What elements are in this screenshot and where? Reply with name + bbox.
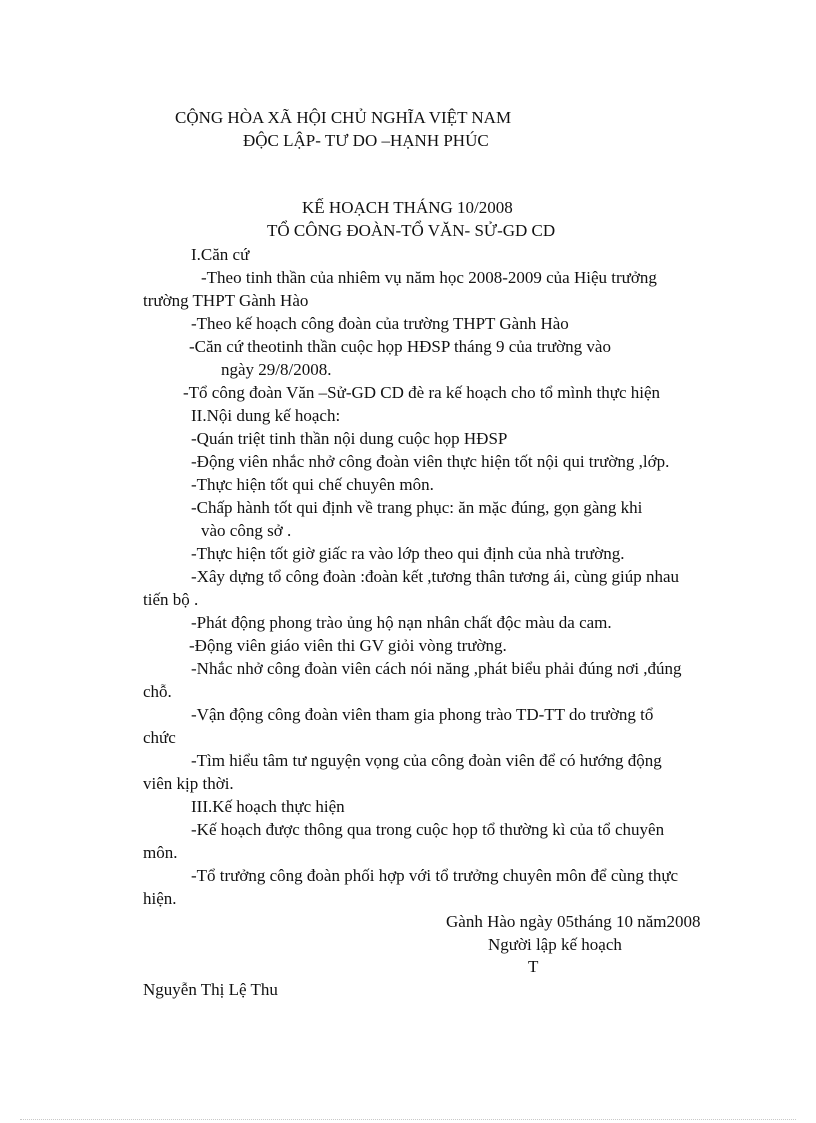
page-bottom-divider <box>20 1119 796 1120</box>
section1-heading: I.Căn cứ <box>191 245 250 264</box>
section2-item: -Động viên nhắc nhở công đoàn viên thực hiện tốt nội qui trường ,lớp. <box>191 452 670 471</box>
section3-item: hiện. <box>143 889 177 908</box>
place-date: Gành Hào ngày 05tháng 10 năm2008 <box>446 912 701 931</box>
plan-title: KẾ HOẠCH THÁNG 10/2008 <box>302 198 513 217</box>
signer-role: Người lập kế hoạch <box>488 935 622 954</box>
section1-line: ngày 29/8/2008. <box>221 360 332 379</box>
section2-item: vào công sở . <box>201 521 292 540</box>
signer-name: Nguyễn Thị Lệ Thu <box>143 980 278 999</box>
section2-item: -Xây dựng tổ công đoàn :đoàn kết ,tương thân tương ái, cùng giúp nhau <box>191 567 680 586</box>
section2-item: -Chấp hành tốt qui định về trang phục: ăn mặc đúng, gọn gàng khi <box>191 498 643 517</box>
section3-item: môn. <box>143 843 178 862</box>
section3-heading: III.Kế hoạch thực hiện <box>191 797 345 816</box>
section2-item: -Thực hiện tốt giờ giấc ra vào lớp theo qui định của nhà trường. <box>191 544 625 563</box>
section2-heading: II.Nội dung kế hoạch: <box>191 406 341 425</box>
motto-heading: ĐỘC LẬP- TƯ DO –HẠNH PHÚC <box>243 131 489 150</box>
section2-item: -Động viên giáo viên thi GV giỏi vòng trường. <box>189 636 507 655</box>
section2-item: -Nhắc nhở công đoàn viên cách nói năng ,phát biểu phải đúng nơi ,đúng <box>191 659 682 678</box>
section2-item: -Thực hiện tốt qui chế chuyên môn. <box>191 475 434 494</box>
republic-heading: CỘNG HÒA XÃ HỘI CHỦ NGHĨA VIỆT NAM <box>175 108 512 127</box>
section2-item: chức <box>143 728 176 747</box>
section2-item: -Phát động phong trào ủng hộ nạn nhân chất độc màu da cam. <box>191 613 612 632</box>
section2-item: -Tìm hiểu tâm tư nguyện vọng của công đoàn viên để có hướng động <box>191 751 662 770</box>
section1-line: -Căn cứ theotinh thần cuộc họp HĐSP tháng 9 của trường vào <box>189 337 611 356</box>
section3-item: -Kế hoạch được thông qua trong cuộc họp tổ thường kì của tổ chuyên <box>191 820 665 839</box>
section2-item: tiến bộ . <box>143 590 199 609</box>
plan-subtitle: TỔ CÔNG ĐOÀN-TỔ VĂN- SỬ-GD CD <box>267 221 556 240</box>
section2-item: viên kịp thời. <box>143 774 234 793</box>
section2-item: chỗ. <box>143 682 172 701</box>
section2-item: -Vận động công đoàn viên tham gia phong trào TD-TT do trường tổ <box>191 705 654 724</box>
section1-line: trường THPT Gành Hào <box>143 291 309 310</box>
section2-item: -Quán triệt tinh thần nội dung cuộc họp HĐSP <box>191 429 508 448</box>
signature-mark: T <box>528 957 539 976</box>
section1-line: -Theo tinh thần của nhiêm vụ năm học 2008-2009 của Hiệu trưởng <box>201 268 657 287</box>
section1-line: -Tổ công đoàn Văn –Sử-GD CD đè ra kế hoạch cho tổ mình thực hiện <box>183 383 661 402</box>
section1-line: -Theo kế hoạch công đoàn của trường THPT Gành Hào <box>191 314 569 333</box>
section3-item: -Tổ trưởng công đoàn phối hợp với tổ trưởng chuyên môn để cùng thực <box>191 866 679 885</box>
